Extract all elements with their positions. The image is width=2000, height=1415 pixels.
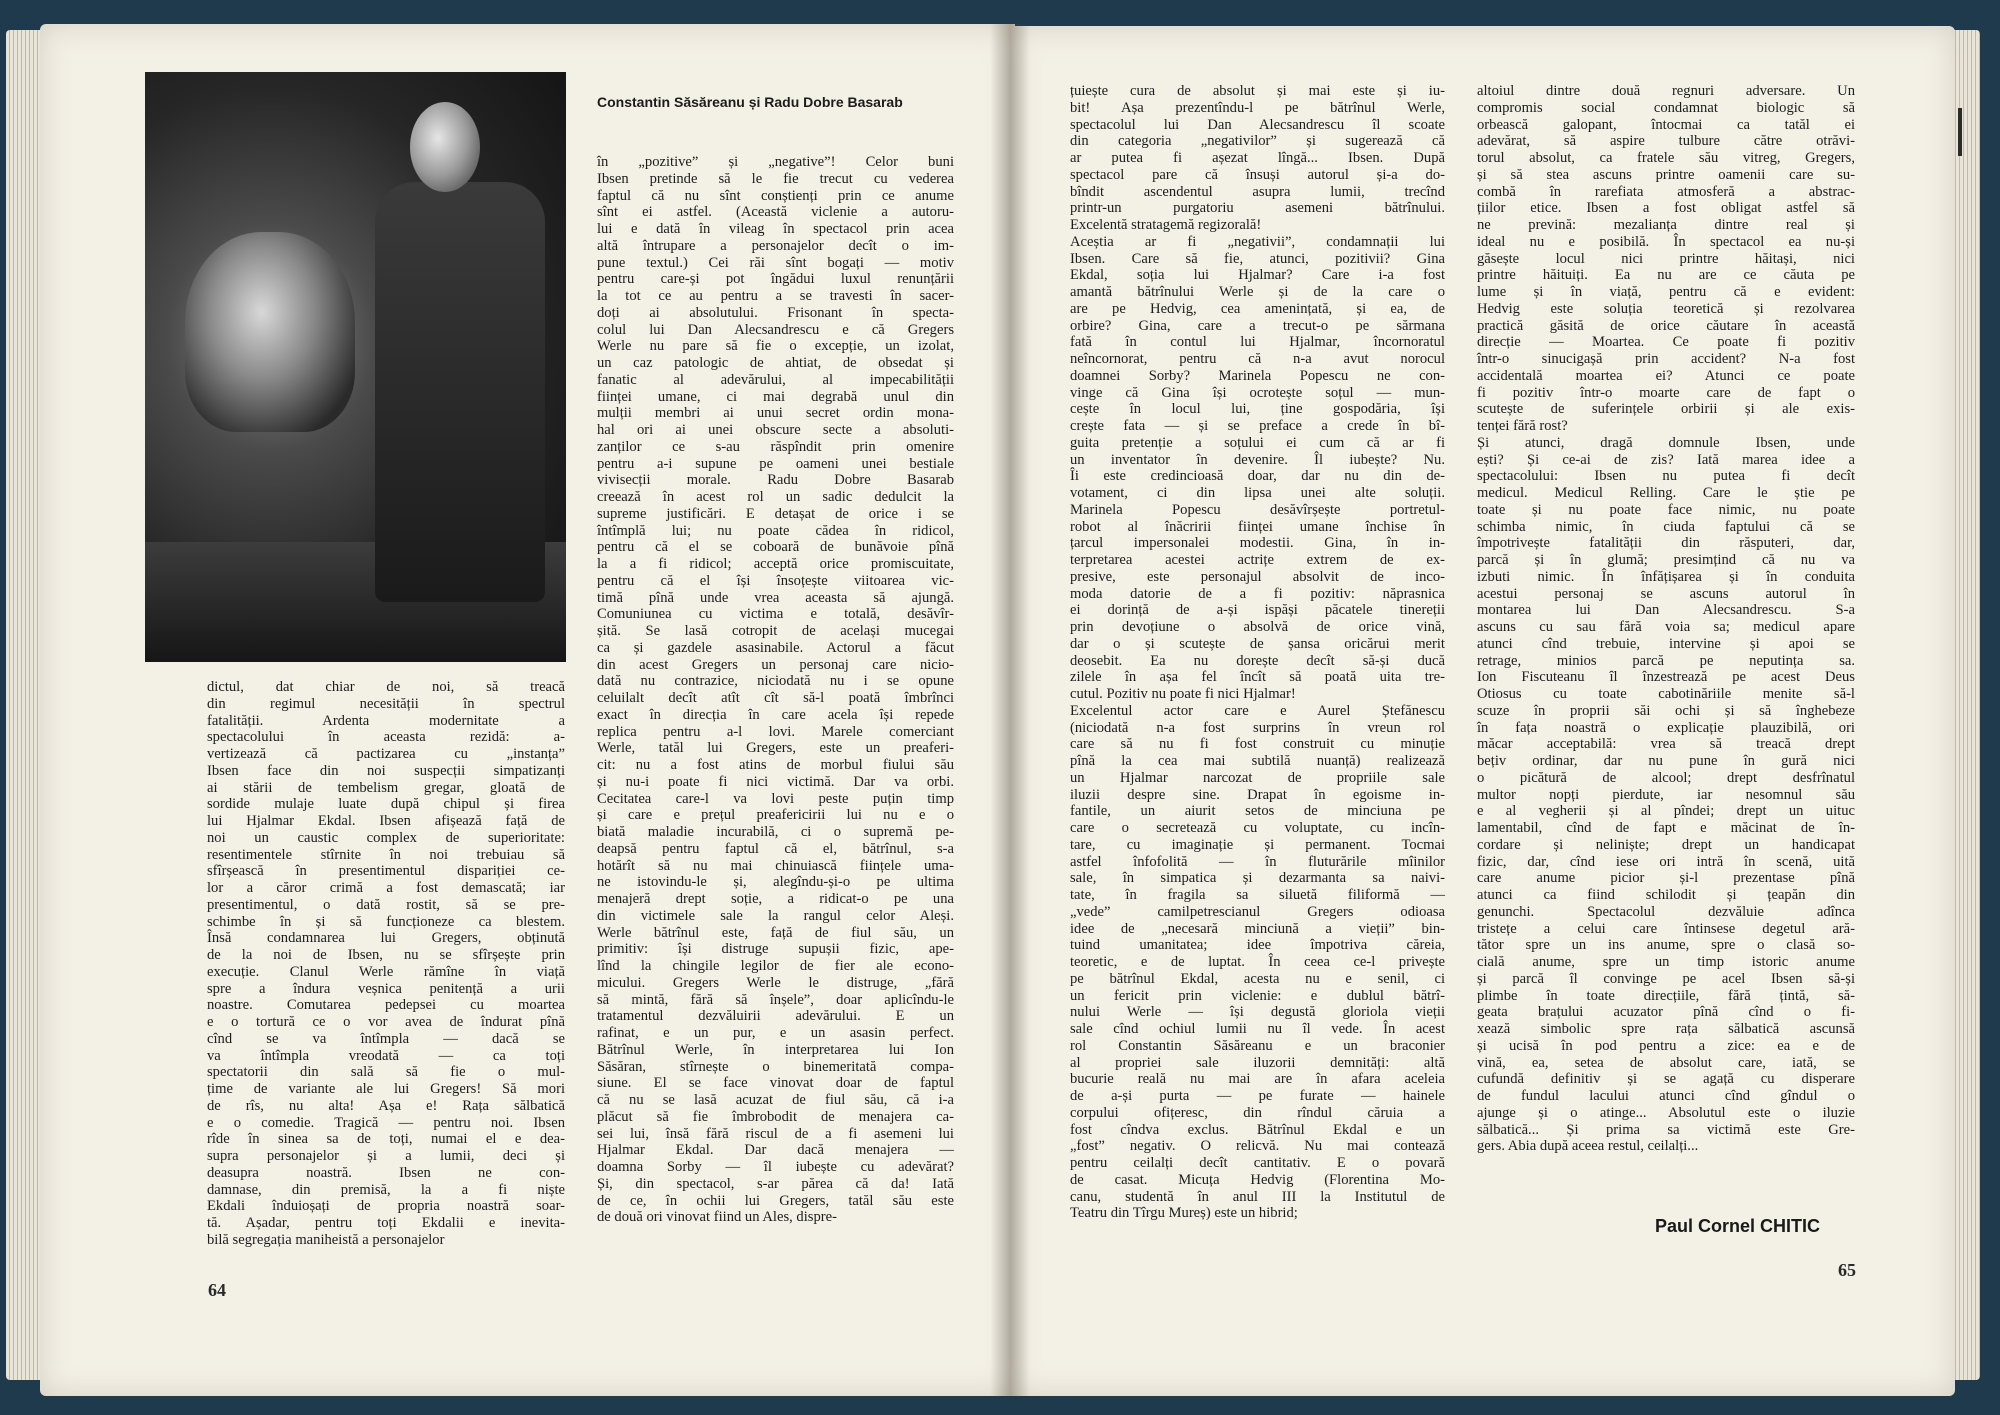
- text-line: spectatorii din sală să fie o mul-: [207, 1064, 565, 1081]
- text-line: replica pentru a-l lovi. Marele comerciant: [597, 723, 954, 740]
- text-line: ideal nu e posibilă. În spectacol ea nu-și: [1477, 233, 1855, 250]
- text-line: ești? Și ce-ai de zis? Iată marea idee a: [1477, 451, 1855, 468]
- book-gutter: [990, 24, 1030, 1396]
- text-line: dată nu contrazice, niciodată nu i se opune: [597, 673, 954, 690]
- text-line: va întîmpla vreodată — ca toți: [207, 1047, 565, 1064]
- text-line: rîde în sinea sa de toți, numai el e dea-: [207, 1131, 565, 1148]
- text-line: acestui personaj se ascuns autorul în: [1477, 585, 1855, 602]
- author-signature: Paul Cornel CHITIC: [1655, 1216, 1821, 1236]
- text-line: pentru care-și pot îngădui luxul renunțării: [597, 271, 954, 288]
- text-line: ajunge și o atinge... Absolutul este o iluzie: [1477, 1104, 1855, 1121]
- text-line: crește fata — și se preface a crede în bî-: [1070, 418, 1445, 434]
- text-line: genunchi. Spectacolul dezvăluie adînca: [1477, 903, 1855, 920]
- text-line: cînd se va întîmpla — dacă se: [207, 1030, 565, 1047]
- text-line: faptul că nu sînt conștienți prin ce anume: [597, 187, 954, 204]
- text-line: pentru ceilalți decît cantitativ. E o povară: [1070, 1155, 1445, 1171]
- text-line: hotărît să nu mai chinuiască ființele uma-: [597, 857, 954, 874]
- text-line: cială anume, spre un timp istoric anume: [1477, 954, 1855, 970]
- photo-figure-crouching: [185, 232, 355, 432]
- text-line: Werle, tatăl lui Gregers, este un preaferi-: [597, 740, 954, 757]
- text-line: parcă și în glumă; presimțind că nu va: [1477, 552, 1855, 568]
- text-line: robot al înăcririi ființei umane închise în: [1070, 518, 1445, 535]
- text-line: creează în acest rol un sadic dedulcit la: [597, 489, 954, 505]
- text-line: tristețe a celui care întinsese degetul ară-: [1477, 920, 1855, 937]
- text-line: pe bătrînul Ekdal, acesta nu e senil, ci: [1070, 970, 1445, 987]
- text-line: spectacolului în aceasta rezidă: a-: [207, 729, 565, 746]
- text-line: lui e dată în vileag în spectacol prin acea: [597, 221, 954, 237]
- text-line: prin devoțiune o absolvă de orice vină,: [1070, 619, 1445, 635]
- text-line: spectacolului: Ibsen nu putea fi decît: [1477, 468, 1855, 485]
- text-line: dar o și scutește de șansa oricărui merit: [1070, 635, 1445, 652]
- text-line: votament, ci din lipsa unei alte soluții.: [1070, 485, 1445, 501]
- text-line: hal ori ai unei obscure secte a absoluti-: [597, 422, 954, 438]
- text-line: plăcut să fie îmbrobodit de menajera ca-: [597, 1108, 954, 1125]
- text-line: printre hăituiți. Ea nu are ce căuta pe: [1477, 267, 1855, 284]
- text-line: pentru că el se coboară de bunăvoie pînă: [597, 539, 954, 556]
- text-line: din victimele sale la rangul celor Aleși.: [597, 907, 954, 924]
- text-line: xează simbolic spre rața sălbatică ascunsă: [1477, 1021, 1855, 1037]
- text-line: deapsă pentru faptul că el, bătrînul, s-a: [597, 840, 954, 857]
- right-page-column-2: [1477, 83, 1855, 1155]
- page-number-left: 64: [208, 1280, 226, 1300]
- text-line: într-o sinucigașă prin accident? N-a fost: [1477, 351, 1855, 367]
- text-line: Ibsen. Care să fie, atunci, pozitivii? Gina: [1070, 250, 1445, 267]
- text-line: care o secretează cu voluptate, cu incîn-: [1070, 820, 1445, 836]
- photo-caption: Constantin Săsăreanu și Radu Dobre Basarab: [597, 94, 903, 110]
- text-line: presentimentul, o dată rostit, să se pre-: [207, 896, 565, 913]
- text-line: cit: nu a fost atins de morbul fiului său: [597, 757, 954, 773]
- text-line: atunci cînd trebuie, intervine și apoi se: [1477, 635, 1855, 652]
- text-line: ne istovindu-le și, alegîndu-și-o pe ultima: [597, 874, 954, 891]
- text-line: Ibsen face din noi suspecții simpatizanți: [207, 762, 565, 779]
- text-line: care anume picior și-l prezentase pînă: [1477, 870, 1855, 887]
- text-line: ființei umane, ci mai degrabă unul din: [597, 388, 954, 405]
- text-line: lor a căror crimă a fost demascată; iar: [207, 880, 565, 896]
- text-line: Excelentul actor care e Aurel Ștefănescu: [1070, 702, 1445, 719]
- text-line: și ucisă în pod pentru a zice: ea e de: [1477, 1037, 1855, 1054]
- text-line: neîncornorat, pentru că n-a avut norocul: [1070, 351, 1445, 367]
- text-line: orbească galopant, întocmai ca tatăl ei: [1477, 116, 1855, 133]
- text-line: (niciodată n-a fost surprins în vreun rol: [1070, 719, 1445, 736]
- text-line: gers. Abia după aceea restul, ceilalți...: [1477, 1138, 1699, 1155]
- text-line: lui Hjalmar Ekdal. Ibsen afișează față de: [207, 813, 565, 829]
- text-line: resentimentele stîrnite în noi trebuiau să: [207, 846, 565, 863]
- text-line: damnase, din premisă, la a fi niște: [207, 1181, 565, 1198]
- text-line: bit! Așa prezentîndu-l pe bătrînul Werle,: [1070, 99, 1445, 116]
- text-line: Și, din spectacol, s-ar părea că da! Iată: [597, 1175, 954, 1192]
- text-line: Comuniunea cu victima e totală, desăvîr-: [597, 606, 954, 623]
- text-line: spectacolul lui Dan Alecsandrescu îl scoate: [1070, 116, 1445, 133]
- text-line: celuilalt decît atît cît să-l poată îmbrînci: [597, 690, 954, 706]
- text-line: e o comedie. Tragică — pentru noi. Ibsen: [207, 1114, 565, 1131]
- text-line: vertizează că pactizarea cu „instanța”: [207, 746, 565, 762]
- text-line: fanatic al adevărului, al impecabilității: [597, 371, 954, 388]
- text-line: tare, cu imaginație și permanent. Tocmai: [1070, 836, 1445, 853]
- text-line: țime de variante ale lui Gregers! Să mori: [207, 1081, 565, 1097]
- text-line: Îi este credincioasă doar, dar nu din de-: [1070, 468, 1445, 485]
- text-line: și nu-i poate fi nici victimă. Dar va orbi.: [597, 773, 954, 790]
- text-line: rafinat, e un pur, e un asasin perfect.: [597, 1025, 954, 1041]
- text-line: al propriei sale iluzorii demnități: altă: [1070, 1054, 1445, 1071]
- text-line: zanților ce s-au răspîndit prin omenire: [597, 438, 954, 455]
- text-line: micului. Gregers Werle le distruge, „fără: [597, 974, 954, 991]
- text-line: de fundul lacului atunci cînd gîndul o: [1477, 1088, 1855, 1104]
- text-line: iluzii despre sine. Drapat în egoisme in-: [1070, 786, 1445, 803]
- text-line: mulții membri ai unui secret ordin mona-: [597, 405, 954, 422]
- text-line: rol Constantin Săsăreanu e un braconier: [1070, 1037, 1445, 1054]
- text-line: sei lui, însă fără riscul de a fi asemeni lui: [597, 1125, 954, 1142]
- text-line: fată în contul lui Hjalmar, încornoratul: [1070, 334, 1445, 351]
- text-line: supra personajelor și a lumii, deci și: [207, 1148, 565, 1164]
- text-line: fost cîndva exclus. Bătrînul Ekdal e un: [1070, 1121, 1445, 1138]
- text-line: doți ai absolutului. Frisonant în specta-: [597, 304, 954, 321]
- text-line: cufundă definitiv și se agață cu disperare: [1477, 1071, 1855, 1088]
- text-line: izbuti nimic. În înfățișarea și în conduita: [1477, 568, 1855, 585]
- text-line: ca și gazdele asasinabile. Actorul a făcut: [597, 639, 954, 656]
- text-line: spre a îndura veșnica penitență a urii: [207, 980, 565, 997]
- text-line: guita pretenție a soțului ei cum că ar fi: [1070, 434, 1445, 451]
- right-page-column-1: [1070, 83, 1445, 1222]
- text-line: scuze în proprii săi ochi și să înghebeze: [1477, 702, 1855, 719]
- text-line: la tot ce au pentru a se travesti în sacer-: [597, 288, 954, 304]
- text-line: schimba nimic, în ciuda faptului că se: [1477, 518, 1855, 535]
- text-line: Bătrînul Werle, în interpretarea lui Ion: [597, 1041, 954, 1058]
- text-line: adevărat, să aspire tulbure către otrăvi-: [1477, 133, 1855, 150]
- text-line: tate, în fragila sa siluetă filiformă —: [1070, 887, 1445, 903]
- text-line: sălbatică... Și prima sa victimă este Gre-: [1477, 1121, 1855, 1138]
- text-line: fi pozitiv într-o moarte care de fapt o: [1477, 384, 1855, 401]
- text-line: din categoria „negativilor” și sugerează că: [1070, 133, 1445, 150]
- text-line: pentru că el își însoțește viitoarea vic-: [597, 572, 954, 589]
- text-line: sale, în simpatica și dezarmanta sa naivi-: [1070, 870, 1445, 887]
- text-line: bîndit ascendentul asupra lumii, trecînd: [1070, 183, 1445, 200]
- text-line: amantă bătrînului Werle și de la care o: [1070, 284, 1445, 300]
- text-line: compromis social condamnat biologic să: [1477, 99, 1855, 116]
- text-line: Cecitatea care-l va lovi peste puțin timp: [597, 790, 954, 807]
- text-line: care să nu fi fost construit cu minuție: [1070, 736, 1445, 753]
- text-line: de la noi de Ibsen, nu se sfîrșește prin: [207, 947, 565, 963]
- text-line: țuiește cura de absolut și mai este și iu-: [1070, 83, 1445, 99]
- text-line: fantile, un aiurit setos de minciuna pe: [1070, 803, 1445, 820]
- text-line: direcție — Moartea. Ce poate fi pozitiv: [1477, 334, 1855, 351]
- text-line: Aceștia ar fi „negativii”, condamnații lui: [1070, 233, 1445, 250]
- text-line: o picătură de alcool; drept desfrînatul: [1477, 769, 1855, 786]
- text-line: moda datorie de a fi pozitiv: năprasnica: [1070, 585, 1445, 602]
- text-line: lamentabil, cînd de fapt e măcinat de în-: [1477, 820, 1855, 836]
- text-line: schimbe în și să funcționeze ca blestem.: [207, 913, 565, 930]
- text-line: lume și în viață, pentru că e evident:: [1477, 284, 1855, 300]
- text-line: zilele în așa fel încît să poată uita tre-: [1070, 669, 1445, 686]
- text-line: de casat. Micuța Hedvig (Florentina Mo-: [1070, 1171, 1445, 1188]
- text-line: lînd la chingile legilor de fier ale econo-: [597, 958, 954, 974]
- text-line: pentru a-i supune pe oameni unei bestiale: [597, 455, 954, 472]
- text-line: multor nopți pierdute, iar nesomnul său: [1477, 786, 1855, 803]
- text-line: Werle bătrînul este, față de fiul său, un: [597, 924, 954, 941]
- text-line: Însă condamnarea lui Gregers, obținută: [207, 930, 565, 947]
- text-line: vină, ea, setea de absolut care, iată, se: [1477, 1054, 1855, 1071]
- text-line: spectacol pare că însuși autorul și-a do-: [1070, 166, 1445, 183]
- text-line: torul absolut, ca fratele său vitreg, Gregers,: [1477, 150, 1855, 166]
- text-line: fizic, dar, cînd iese ori intră în scenă, uită: [1477, 853, 1855, 870]
- text-line: Săsăran, stîrnește o binemeritată compa-: [597, 1058, 954, 1075]
- text-line: vinge că Gina își ocrotește soțul — mun-: [1070, 384, 1445, 401]
- text-line: tător spre un ins anume, spre o clasă so-: [1477, 937, 1855, 954]
- text-line: împotrivește fatalității din răsputeri, dar,: [1477, 535, 1855, 552]
- text-line: Hedvig este soluția teoretică și rezolvarea: [1477, 300, 1855, 317]
- text-line: măcar acceptabilă: vrea să treacă drept: [1477, 736, 1855, 753]
- text-line: noi un caustic complex de superioritate:: [207, 829, 565, 846]
- text-line: montarea lui Dan Alecsandrescu. S-a: [1477, 602, 1855, 619]
- left-page-column-1: [207, 679, 565, 1249]
- text-line: orbire? Gina, care a trecut-o pe sărmana: [1070, 317, 1445, 334]
- text-line: nului Werle — își degustă gloriola vieții: [1070, 1004, 1445, 1021]
- text-line: corpului ofițeresc, din rîndul căruia a: [1070, 1104, 1445, 1121]
- text-line: tratamentul dezvăluirii adevărului. E un: [597, 1008, 954, 1025]
- text-line: canu, studentă în anul III la Institutul de: [1070, 1188, 1445, 1205]
- text-line: tenței fără rost?: [1477, 418, 1568, 434]
- text-line: vivisecții morale. Radu Dobre Basarab: [597, 472, 954, 489]
- text-line: are pe Hedvig, cea amenințată, și ea, de: [1070, 300, 1445, 317]
- text-line: accidentală moartea ei? Atunci ce poate: [1477, 367, 1855, 384]
- margin-mark: [1958, 108, 1962, 156]
- text-line: și să stea ascuns printre oamenii care su-: [1477, 166, 1855, 183]
- text-line: sordide mulaje luate după chipul și firea: [207, 796, 565, 813]
- text-line: și parcă îl convinge pe acel Ibsen să-și: [1477, 970, 1855, 987]
- left-page-column-2: [597, 154, 954, 1226]
- text-line: deasupra noastră. Ibsen ne con-: [207, 1164, 565, 1181]
- text-line: de ce, în ochii lui Gregers, tatăl său este: [597, 1192, 954, 1209]
- text-line: Hjalmar Ekdal. Dar dacă menajera —: [597, 1142, 954, 1159]
- text-line: sînt ei astfel. (Această viclenie a autoru-: [597, 204, 954, 221]
- text-line: pune textul.) Cei răi sînt bogați — motiv: [597, 254, 954, 271]
- text-line: Teatru din Tîrgu Mureș) este un hibrid;: [1070, 1205, 1298, 1222]
- text-line: Ekdal, soția lui Hjalmar? Care i-a fost: [1070, 267, 1445, 284]
- text-line: Și atunci, dragă domnule Ibsen, unde: [1477, 434, 1855, 451]
- text-line: colul lui Dan Alecsandrescu e că Gregers: [597, 321, 954, 338]
- text-line: geata brațului acuzator pînă cînd o fi-: [1477, 1004, 1855, 1021]
- text-line: altoiul dintre două regnuri adversare. Un: [1477, 83, 1855, 99]
- text-line: cordare și neliniște; drept un handicapat: [1477, 836, 1855, 853]
- text-line: doamna Sorby — îl iubește cu adevărat?: [597, 1159, 954, 1175]
- text-line: Excelentă stratagemă regizorală!: [1070, 217, 1262, 233]
- text-line: sfîrșească în presentimentul dispariției ce-: [207, 863, 565, 880]
- photo-figure-standing: [375, 182, 545, 602]
- text-line: tă. Așadar, pentru toți Ekdalii e inevita-: [207, 1215, 565, 1231]
- text-line: execuție. Clanul Werle rămîne în viață: [207, 963, 565, 980]
- text-line: bucurie reală nu mai are în afara aceleia: [1070, 1071, 1445, 1088]
- text-line: ei dorință de a-și ispăși păcatele tinereții: [1070, 602, 1445, 619]
- text-line: ai stării de tembelism gregar, gloată de: [207, 779, 565, 796]
- text-line: biată maladie incurabilă, ci o supremă pe-: [597, 824, 954, 840]
- text-line: plimbe în toate direcțiile, fără țintă, să-: [1477, 987, 1855, 1004]
- text-line: de două ori vinovat fiind un Ales, dispre-: [597, 1209, 837, 1226]
- text-line: cutul. Pozitiv nu poate fi nici Hjalmar!: [1070, 686, 1296, 702]
- text-line: doamnei Sorby? Marinela Popescu ne con-: [1070, 367, 1445, 384]
- text-line: întîmplă lui; nu poate cădea în ridicol,: [597, 522, 954, 539]
- text-line: medicul. Medicul Relling. Care le știe pe: [1477, 485, 1855, 501]
- text-line: ascuns cu sau fără voia sa; medicul apare: [1477, 619, 1855, 635]
- text-line: „fost” negativ. O relicvă. Nu mai contează: [1070, 1138, 1445, 1155]
- page-number-right: 65: [1838, 1260, 1856, 1280]
- text-line: Otiosus cu toate cabotinăriile menite să-l: [1477, 686, 1855, 702]
- text-line: un Hjalmar narcozat de propriile sale: [1070, 769, 1445, 786]
- text-line: Ekdali înduioșați de propria noastră soar-: [207, 1198, 565, 1215]
- text-line: toate și nu poate face nimic, nu poate: [1477, 501, 1855, 518]
- text-line: siune. El se face vinovat doar de faptul: [597, 1075, 954, 1092]
- text-line: primitiv: își distruge supușii fizic, ape-: [597, 941, 954, 958]
- text-line: cește în locul lui, ține gospodăria, își: [1070, 401, 1445, 418]
- text-line: Ion Fiscuteanu îl înzestrează pe acest Deus: [1477, 669, 1855, 686]
- text-line: șită. Se lasă cotropit de același mucegai: [597, 623, 954, 639]
- photo-figure-head: [410, 102, 480, 192]
- text-line: tuind umanitatea; idee împotriva căreia,: [1070, 937, 1445, 954]
- text-line: și care e prețul preafericirii lui nu e o: [597, 807, 954, 824]
- text-line: în fața noastră o explicație plauzibilă, ori: [1477, 719, 1855, 736]
- text-line: atunci ca fiind schilodit și țeapăn din: [1477, 887, 1855, 903]
- text-line: practică găsită de orice căutare în această: [1477, 317, 1855, 334]
- text-line: din acest Gregers un personaj care nicio-: [597, 656, 954, 673]
- text-line: găsește locul nici printre hăitași, nici: [1477, 250, 1855, 267]
- text-line: sale cînd ochiul lumii nu îl vede. În acest: [1070, 1021, 1445, 1037]
- text-line: Marinela Popescu desăvîrșește portretul-: [1070, 501, 1445, 518]
- text-line: menajeră drept soție, a ridicat-o pe una: [597, 891, 954, 907]
- text-line: că nu se lasă acuzat de fiul său, că i-a: [597, 1092, 954, 1108]
- text-line: dictul, dat chiar de noi, să treacă: [207, 679, 565, 695]
- text-line: fatalității. Ardenta modernitate a: [207, 712, 565, 729]
- text-line: timă pînă unde vrea aceasta să ajungă.: [597, 589, 954, 606]
- text-line: Ibsen pretinde să le fie trecut cu vederea: [597, 170, 954, 187]
- text-line: terpretarea acestei actrițe extrem de ex-: [1070, 552, 1445, 568]
- text-line: ne prevină: mezalianța dintre real și: [1477, 217, 1855, 233]
- text-line: de rîs, nu alta! Așa e! Rața sălbatică: [207, 1097, 565, 1114]
- text-line: din regimul necesității în spectrul: [207, 695, 565, 712]
- text-line: de a-și purta — pe furate — hainele: [1070, 1088, 1445, 1104]
- text-line: astfel înfofolită — în fluturările mîinilor: [1070, 853, 1445, 870]
- text-line: deosebit. Ea nu dorește decît să-și ducă: [1070, 652, 1445, 669]
- text-line: bețiv ordinar, dar nu pune în gură nici: [1477, 753, 1855, 769]
- text-line: e o tortură ce o vor avea de îndurat pînă: [207, 1014, 565, 1030]
- text-line: ar putea fi așezat lîngă... Ibsen. După: [1070, 150, 1445, 166]
- text-line: să mintă, fără să înșele”, doar aplicîndu-le: [597, 991, 954, 1008]
- text-line: pînă la cea mai subtilă nuanță) realizează: [1070, 753, 1445, 769]
- text-line: noastre. Comutarea pedepsei cu moartea: [207, 997, 565, 1014]
- text-line: în „pozitive” și „negative”! Celor buni: [597, 154, 954, 170]
- text-line: scutește de suferințele orbirii și ale exis-: [1477, 401, 1855, 418]
- text-line: un inventator în devenire. Îl iubește? Nu.: [1070, 451, 1445, 468]
- text-line: supreme justificări. E detașat de orice i se: [597, 505, 954, 522]
- text-line: retrage, minios parcă pe neputința sa.: [1477, 652, 1855, 669]
- text-line: „vede” camilpetrescianul Gregers odioasa: [1070, 903, 1445, 920]
- text-line: țiilor etice. Ibsen a fost obligat astfel să: [1477, 200, 1855, 217]
- text-line: teoretic, e de luptat. În ceea ce-l privește: [1070, 954, 1445, 970]
- text-line: presive, este personajul absolvit de inco-: [1070, 568, 1445, 585]
- text-line: exact în direcția în care acela își repede: [597, 706, 954, 723]
- text-line: idee de „necesară minciună a vieții” bin-: [1070, 920, 1445, 937]
- text-line: e al vegherii și al pîndei; drept un uituc: [1477, 803, 1855, 820]
- text-line: altă întrupare a personajelor decît o im-: [597, 237, 954, 254]
- theatre-photo: [145, 72, 566, 662]
- text-line: un fericit prin viclenie: e dublul bătrî-: [1070, 987, 1445, 1004]
- text-line: țarcul impersonalei modestii. Gina, în in-: [1070, 535, 1445, 552]
- text-line: printr-un purgatoriu asemeni bătrînului.: [1070, 200, 1445, 217]
- text-line: bilă segregația maniheistă a personajelor: [207, 1231, 445, 1248]
- text-line: Werle nu pare să fie o excepție, un izolat,: [597, 338, 954, 355]
- text-line: un caz patologic de ahtiat, de obsedat și: [597, 355, 954, 371]
- text-line: combă în rarefiata atmosferă a abstrac-: [1477, 183, 1855, 200]
- text-line: la a fi ridicol; acceptă orice promiscuitate,: [597, 556, 954, 572]
